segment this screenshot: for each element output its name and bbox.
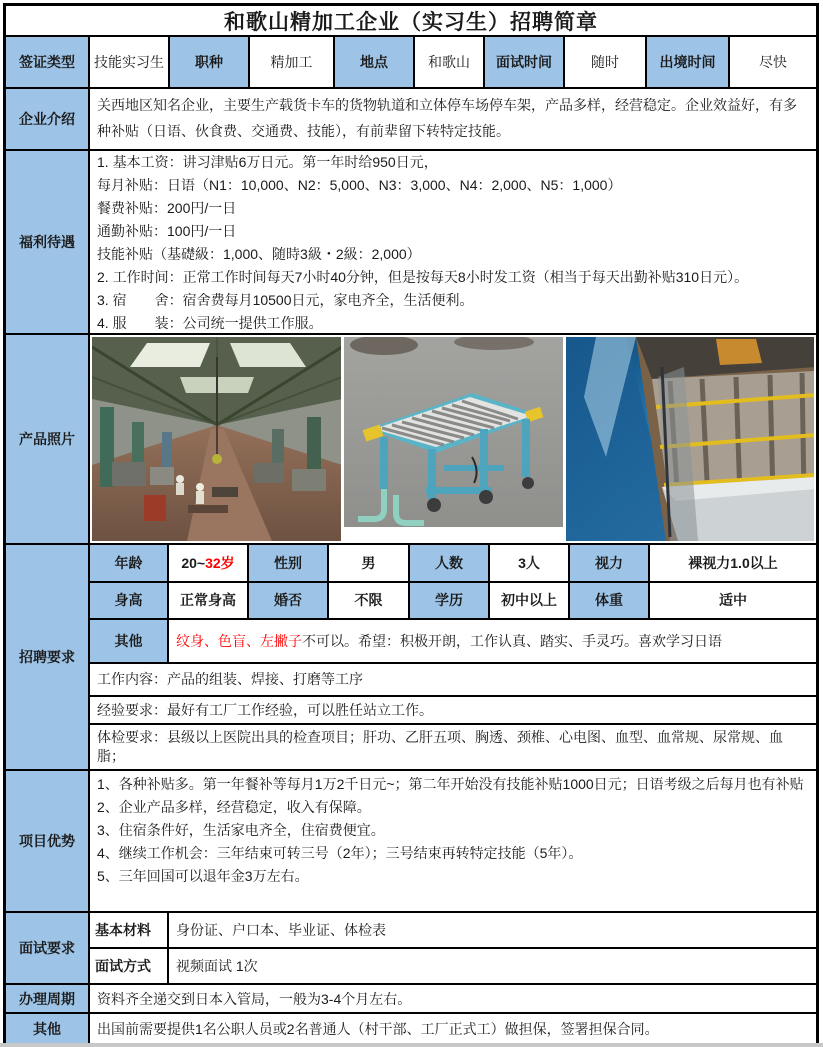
- education-value: 初中以上: [490, 583, 570, 619]
- welfare-line: 通勤补贴：100円/一日: [97, 223, 237, 239]
- weight-label: 体重: [570, 583, 650, 619]
- photo-blue-roller-conveyor: [344, 337, 563, 541]
- age-value: [169, 545, 249, 581]
- requirements-row: [6, 543, 816, 769]
- gender-value: 男: [329, 545, 410, 581]
- welfare-line: 餐费补贴：200円/一日: [97, 200, 237, 216]
- method-value: 视频面试 1次: [176, 958, 258, 974]
- job-type-value: 精加工: [250, 37, 335, 87]
- welfare-label: 福利待遇: [6, 151, 90, 333]
- processing-period-row: [6, 983, 816, 1012]
- requirements-grid-row-2: [90, 583, 816, 621]
- welfare-text: [90, 151, 816, 333]
- page-title: 和歌山精加工企业（实习生）招聘简章: [224, 10, 598, 34]
- departure-time-value: 尽快: [759, 54, 787, 70]
- medical-check-line: 体检要求：县级以上医院出具的检查项目；肝功、乙肝五项、胸透、颈椎、心电图、血型、血常规、尿常规、血脂；: [97, 729, 783, 764]
- welfare-row: [6, 149, 816, 333]
- advantage-line: 5、三年回国可以退年金3万左右。: [97, 868, 309, 884]
- method-label: 面试方式: [90, 949, 169, 983]
- window-edge: [0, 1043, 823, 1047]
- welfare-line: 技能补贴（基礎級：1,000、随時3級・2級：2,000）: [97, 246, 421, 262]
- requirements-label: 招聘要求: [6, 545, 90, 769]
- advantage-line: 2、企业产品多样，经营稳定，收入有保障。: [97, 799, 371, 815]
- education-label: 学历: [410, 583, 490, 619]
- gender-label: 性别: [249, 545, 329, 581]
- visa-type-value: 技能实习生: [90, 37, 170, 87]
- requirements-grid-row-1: [90, 545, 816, 583]
- interview-label: 面试要求: [6, 913, 90, 983]
- period-label: 办理周期: [6, 985, 90, 1012]
- photos-label: 产品照片: [6, 335, 90, 543]
- age-label: 年龄: [90, 545, 169, 581]
- welfare-line: 1. 基本工资：讲习津贴6万日元。第一年时给950日元，: [97, 154, 438, 170]
- advantages-row: [6, 769, 816, 911]
- advantages-text: [90, 771, 816, 911]
- other-section-text: 出国前需要提供1名公职人员或2名普通人（村干部、工厂正式工）做担保，签署担保合同。: [97, 1020, 659, 1037]
- requirements-content: [90, 545, 816, 769]
- location-value: 和歌山: [415, 37, 485, 87]
- headcount-label: 人数: [410, 545, 490, 581]
- advantage-line: 4、继续工作机会：三年结束可转三号（2年）；三号结束再转特定技能（5年）。: [97, 845, 583, 861]
- company-intro-text: 关西地区知名企业，主要生产载货卡车的货物轨道和立体停车场停车架，产品多样，经营稳定。企业效益好，有多种补贴（日语、伙食费、交通费、技能），有前辈留下转特定技能。: [97, 97, 797, 139]
- company-intro-label: 企业介绍: [6, 89, 90, 149]
- photo-strip: [90, 335, 816, 543]
- other-requirement-text: [169, 620, 816, 662]
- materials-value: 身份证、户口本、毕业证、体检表: [176, 922, 386, 938]
- other-section-label: 其他: [6, 1014, 90, 1043]
- visa-header-row: [6, 35, 816, 87]
- interview-method-row: [90, 949, 816, 983]
- age-value-black: 20~: [181, 554, 206, 571]
- product-photos-row: [6, 333, 816, 543]
- other-section-row: [6, 1012, 816, 1043]
- location-label: 地点: [335, 37, 415, 87]
- experience-line: 经验要求：最好有工厂工作经验，可以胜任站立工作。: [90, 697, 816, 725]
- interview-materials-row: [90, 913, 816, 949]
- company-intro-row: [6, 87, 816, 149]
- departure-time-label: 出境时间: [647, 37, 730, 87]
- advantage-line: 1、各种补贴多。第一年餐补等每月1万2千日元~；第二年开始没有技能补贴1000日元；日语考级之后每月也有补贴: [97, 776, 804, 792]
- interview-row: [6, 911, 816, 983]
- visa-type-label: 签证类型: [6, 37, 90, 87]
- work-content-line: 工作内容：产品的组装、焊接、打磨等工序: [90, 664, 816, 698]
- interview-time-label: 面试时间: [485, 37, 565, 87]
- photo-factory-workshop-interior: [92, 337, 341, 541]
- other-requirement-label: 其他: [90, 620, 169, 662]
- advantages-label: 项目优势: [6, 771, 90, 911]
- height-value: 正常身高: [169, 583, 249, 619]
- welfare-line: 2. 工作时间：正常工作时间每天7小时40分钟，但是按每天8小时发工资（相当于每天出勤补贴310日元）。: [97, 269, 749, 285]
- job-type-label: 职种: [170, 37, 250, 87]
- interview-time-value: 随时: [565, 37, 647, 87]
- marital-value: 不限: [329, 583, 410, 619]
- advantage-line: 3、住宿条件好，生活家电齐全，住宿费便宜。: [97, 822, 385, 838]
- welfare-line: 4. 服 装：公司统一提供工作服。: [97, 315, 323, 331]
- period-text: 资料齐全递交到日本入管局，一般为3-4个月左右。: [97, 990, 412, 1007]
- materials-label: 基本材料: [90, 913, 169, 947]
- requirements-other-row: [90, 620, 816, 664]
- height-label: 身高: [90, 583, 169, 619]
- marital-label: 婚否: [249, 583, 329, 619]
- photo-steel-frame-structure: [566, 337, 814, 541]
- headcount-value: 3人: [490, 545, 570, 581]
- recruitment-table: [3, 3, 819, 1046]
- weight-value: 适中: [719, 592, 747, 609]
- other-requirement-black: 不可以。希望：积极开朗，工作认真、踏实、手灵巧。喜欢学习日语: [302, 632, 722, 649]
- vision-value: 裸视力1.0以上: [688, 554, 778, 571]
- other-requirement-red: 纹身、色盲、左撇子: [176, 632, 302, 649]
- welfare-line: 每月补贴：日语（N1：10,000、N2：5,000、N3：3,000、N4：2,000、N5：1,000）: [97, 177, 622, 193]
- age-value-red: 32岁: [205, 554, 235, 571]
- welfare-line: 3. 宿 舍：宿舍费每月10500日元，家电齐全，生活便利。: [97, 292, 474, 308]
- vision-label: 视力: [570, 545, 650, 581]
- interview-content: [90, 913, 816, 983]
